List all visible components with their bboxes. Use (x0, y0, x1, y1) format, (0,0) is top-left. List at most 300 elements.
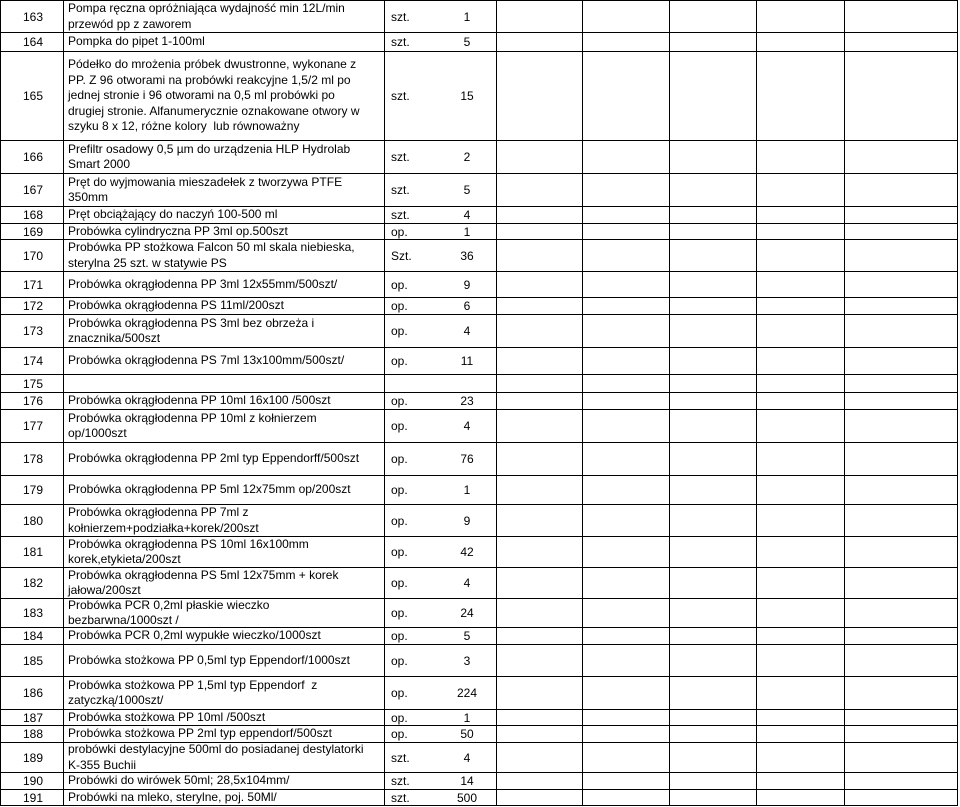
item-quantity: 76 (438, 443, 497, 475)
item-number: 163 (0, 1, 64, 32)
item-unit: szt. (391, 89, 410, 103)
empty-cell (583, 726, 670, 742)
item-quantity: 23 (438, 393, 497, 409)
item-description (64, 298, 385, 314)
empty-cell (583, 743, 670, 772)
empty-cell (757, 375, 845, 392)
item-unit: op. (391, 629, 408, 643)
item-number: 189 (0, 743, 64, 772)
item-quantity: 1 (438, 224, 497, 239)
item-description-line: K-355 Buchii (68, 757, 137, 772)
item-description-line: kołnierzem+podziałka+korek/200szt (68, 520, 259, 535)
item-description (64, 141, 385, 173)
item-description (64, 33, 385, 51)
empty-cell (583, 790, 670, 805)
empty-cell (757, 33, 845, 51)
empty-cell (757, 315, 845, 347)
item-description-line: Probówka stożkowa PP 2ml typ eppendorf/500szt (68, 726, 332, 741)
table-row (0, 0, 958, 33)
empty-cell (583, 443, 670, 475)
empty-cell (583, 568, 670, 598)
empty-cell (757, 537, 845, 567)
empty-cell (670, 790, 757, 805)
empty-cell (845, 348, 958, 374)
empty-cell (497, 298, 583, 314)
empty-cell (583, 141, 670, 173)
empty-cell (845, 240, 958, 271)
item-unit: op. (391, 686, 408, 700)
item-number: 176 (0, 393, 64, 409)
empty-cell (583, 298, 670, 314)
empty-cell (845, 726, 958, 742)
item-description-line: Probówka okrągłodenna PS 3ml bez obrzeża i (68, 315, 315, 330)
empty-cell (497, 628, 583, 644)
table-row (0, 272, 958, 298)
empty-cell (670, 375, 757, 392)
empty-cell (670, 224, 757, 239)
table-row (0, 568, 958, 599)
item-quantity: 4 (438, 743, 497, 772)
item-description-line: Probówki na mleko, sterylne, poj. 50Ml/ (68, 790, 277, 804)
item-number: 181 (0, 537, 64, 567)
item-description (64, 393, 385, 409)
empty-cell (757, 743, 845, 772)
item-number: 177 (0, 410, 64, 442)
item-unit: op. (391, 394, 408, 408)
table-row (0, 393, 958, 410)
empty-cell (583, 33, 670, 51)
item-description (64, 52, 385, 140)
item-number: 167 (0, 174, 64, 206)
item-number: 174 (0, 348, 64, 374)
empty-cell (583, 315, 670, 347)
empty-cell (670, 240, 757, 271)
item-description-line: zatyczką/1000szt/ (68, 693, 164, 707)
empty-cell (845, 677, 958, 709)
item-number: 179 (0, 476, 64, 504)
item-description-line: jednej stronie i 96 otworami na 0,5 ml probówki po (68, 88, 335, 103)
table-row (0, 476, 958, 505)
empty-cell (845, 645, 958, 676)
empty-cell (497, 240, 583, 271)
table-row (0, 677, 958, 710)
item-unit: szt. (391, 208, 410, 222)
item-unit: szt. (391, 150, 410, 164)
item-quantity: 1 (438, 476, 497, 504)
item-description (64, 645, 385, 676)
empty-cell (845, 773, 958, 789)
item-quantity: 6 (438, 298, 497, 314)
item-description (64, 568, 385, 598)
item-number: 178 (0, 443, 64, 475)
item-quantity: 4 (438, 568, 497, 598)
empty-cell (845, 52, 958, 140)
empty-cell (757, 174, 845, 206)
item-unit: op. (391, 606, 408, 620)
item-description-line: Probówka okrągłodenna PS 11ml/200szt (68, 298, 284, 313)
table-row (0, 348, 958, 375)
empty-cell (845, 743, 958, 772)
empty-cell (497, 272, 583, 297)
table-row (0, 315, 958, 348)
empty-cell (757, 726, 845, 742)
item-description-line: op/1000szt (68, 426, 127, 440)
empty-cell (845, 443, 958, 475)
empty-cell (583, 207, 670, 223)
empty-cell (670, 298, 757, 314)
item-unit: op. (391, 324, 408, 338)
item-description-line: Probówka stożkowa PP 0,5ml typ Eppendorf/1000szt (68, 652, 350, 667)
empty-cell (497, 645, 583, 676)
item-quantity: 4 (438, 207, 497, 223)
item-quantity: 4 (438, 315, 497, 347)
item-description-line: jałowa/200szt (68, 583, 141, 597)
empty-cell (757, 1, 845, 32)
empty-cell (497, 443, 583, 475)
table-row (0, 743, 958, 773)
item-unit: op. (391, 710, 408, 725)
empty-cell (670, 348, 757, 374)
item-unit: szt. (391, 774, 410, 788)
empty-cell (757, 443, 845, 475)
item-number: 191 (0, 790, 64, 805)
item-description-line: Pręt obciążający do naczyń 100-500 ml (68, 207, 278, 222)
empty-cell (845, 537, 958, 567)
empty-cell (670, 537, 757, 567)
item-quantity: 50 (438, 726, 497, 742)
item-description (64, 677, 385, 709)
item-description-line: Probówka cylindryczna PP 3ml op.500szt (68, 224, 288, 238)
item-quantity: 1 (438, 1, 497, 32)
item-number: 168 (0, 207, 64, 223)
item-description-line: Probówka PCR 0,2ml płaskie wieczko (68, 599, 270, 612)
empty-cell (845, 410, 958, 442)
empty-cell (497, 599, 583, 627)
item-description-line: Probówka okrągłodenna PP 7ml z (68, 505, 249, 519)
item-description (64, 505, 385, 536)
item-unit: op. (391, 653, 408, 668)
item-description-line: Prefiltr osadowy 0,5 µm do urządzenia HLP Hydrolab (68, 141, 351, 156)
empty-cell (757, 52, 845, 140)
item-number: 180 (0, 505, 64, 536)
empty-cell (845, 224, 958, 239)
item-unit: op. (391, 299, 408, 313)
item-quantity: 4 (438, 410, 497, 442)
empty-cell (583, 174, 670, 206)
empty-cell (757, 348, 845, 374)
table-row (0, 726, 958, 743)
item-description-line: 350mm (68, 190, 109, 204)
empty-cell (845, 33, 958, 51)
table-row (0, 645, 958, 677)
item-quantity: 14 (438, 773, 497, 789)
item-description-line: Probówka okrągłodenna PP 10ml 16x100 /500szt (68, 393, 331, 408)
empty-cell (670, 726, 757, 742)
empty-cell (583, 476, 670, 504)
empty-cell (757, 568, 845, 598)
empty-cell (583, 505, 670, 536)
empty-cell (757, 773, 845, 789)
empty-cell (757, 790, 845, 805)
item-description (64, 272, 385, 297)
item-unit: op. (391, 224, 408, 239)
empty-cell (497, 677, 583, 709)
item-description (64, 537, 385, 567)
item-description-line: Pompa ręczna opróżniająca wydajność min 12L/min (68, 1, 345, 15)
empty-cell (583, 240, 670, 271)
item-quantity: 9 (438, 272, 497, 297)
empty-cell (497, 726, 583, 742)
item-unit: op. (391, 419, 408, 433)
item-number: 169 (0, 224, 64, 239)
item-description (64, 315, 385, 347)
empty-cell (497, 174, 583, 206)
item-description-line: szyku 8 x 12, różne kolory lub równoważny (68, 119, 300, 134)
item-unit: szt. (391, 35, 410, 49)
empty-cell (497, 393, 583, 409)
item-description (64, 410, 385, 442)
item-number: 184 (0, 628, 64, 644)
empty-cell (670, 52, 757, 140)
empty-cell (670, 443, 757, 475)
empty-cell (845, 628, 958, 644)
empty-cell (583, 272, 670, 297)
item-description-line: przewód pp z zaworem (68, 16, 192, 31)
empty-cell (497, 224, 583, 239)
item-quantity: 9 (438, 505, 497, 536)
item-number: 185 (0, 645, 64, 676)
item-description-line: Pompka do pipet 1-100ml (68, 34, 205, 49)
empty-cell (583, 224, 670, 239)
empty-cell (583, 52, 670, 140)
table-row (0, 141, 958, 174)
empty-cell (845, 1, 958, 32)
table-row (0, 207, 958, 224)
item-description-line: Pódełko do mrożenia próbek dwustronne, wykonane z (68, 57, 357, 72)
empty-cell (757, 240, 845, 271)
empty-cell (497, 33, 583, 51)
empty-cell (845, 790, 958, 805)
item-number: 170 (0, 240, 64, 271)
item-description (64, 207, 385, 223)
empty-cell (670, 568, 757, 598)
item-quantity: 5 (438, 628, 497, 644)
item-unit: szt. (391, 790, 410, 805)
item-description (64, 375, 385, 392)
item-description-line: probówki destylacyjne 500ml do posiadanej destylatorki (68, 743, 364, 756)
empty-cell (497, 790, 583, 805)
empty-cell (670, 272, 757, 297)
empty-cell (583, 677, 670, 709)
table-row (0, 443, 958, 476)
table-row (0, 33, 958, 52)
empty-cell (845, 393, 958, 409)
item-description-line: Pręt do wyjmowania mieszadełek z tworzywa PTFE (68, 174, 343, 189)
item-description-line: Probówka okrągłodenna PP 3ml 12x55mm/500szt/ (68, 276, 338, 291)
item-description (64, 443, 385, 475)
empty-cell (670, 33, 757, 51)
table-row (0, 240, 958, 272)
empty-cell (670, 174, 757, 206)
empty-cell (670, 599, 757, 627)
empty-cell (670, 645, 757, 676)
empty-cell (670, 677, 757, 709)
item-description-line: znacznika/500szt (68, 331, 161, 345)
item-number: 166 (0, 141, 64, 173)
empty-cell (670, 410, 757, 442)
item-number: 164 (0, 33, 64, 51)
empty-cell (845, 476, 958, 504)
empty-cell (757, 410, 845, 442)
empty-cell (583, 645, 670, 676)
empty-cell (670, 315, 757, 347)
item-number: 188 (0, 726, 64, 742)
empty-cell (757, 628, 845, 644)
item-description-line: Probówka okrągłodenna PS 10ml 16x100mm (68, 537, 309, 551)
empty-cell (845, 141, 958, 173)
item-description-line: PP. Z 96 otworami na probówki reakcyjne 1,5/2 ml po (68, 72, 351, 87)
empty-cell (757, 677, 845, 709)
empty-cell (583, 710, 670, 725)
item-description (64, 773, 385, 789)
item-description (64, 240, 385, 271)
item-number: 190 (0, 773, 64, 789)
empty-cell (497, 505, 583, 536)
item-description (64, 743, 385, 772)
item-description-line: Probówka okrągłodenna PP 5ml 12x75mm op/200szt (68, 482, 351, 497)
item-quantity: 500 (438, 790, 497, 805)
empty-cell (845, 710, 958, 725)
item-description (64, 790, 385, 805)
empty-cell (497, 743, 583, 772)
empty-cell (845, 174, 958, 206)
empty-cell (497, 476, 583, 504)
empty-cell (583, 348, 670, 374)
empty-cell (497, 710, 583, 725)
table-row (0, 174, 958, 207)
item-description-line: drugiej stronie. Alfanumerycznie oznakowane otwory w (68, 103, 360, 118)
item-description-line: Smart 2000 (68, 157, 131, 171)
item-quantity: 224 (438, 677, 497, 709)
item-number: 183 (0, 599, 64, 627)
item-description (64, 348, 385, 374)
empty-cell (757, 224, 845, 239)
empty-cell (497, 141, 583, 173)
table-row (0, 52, 958, 141)
empty-cell (583, 599, 670, 627)
empty-cell (670, 476, 757, 504)
empty-cell (845, 298, 958, 314)
empty-cell (497, 410, 583, 442)
empty-cell (845, 272, 958, 297)
item-description-line: Probówka PCR 0,2ml wypukłe wieczko/1000szt (68, 628, 321, 643)
item-description (64, 628, 385, 644)
item-description (64, 1, 385, 32)
item-unit: Szt. (391, 248, 412, 263)
item-number: 171 (0, 272, 64, 297)
empty-cell (670, 710, 757, 725)
empty-cell (583, 537, 670, 567)
item-unit: op. (391, 513, 408, 528)
item-quantity: 5 (438, 174, 497, 206)
empty-cell (583, 393, 670, 409)
empty-cell (845, 599, 958, 627)
empty-cell (670, 743, 757, 772)
item-description (64, 710, 385, 725)
table-row (0, 790, 958, 806)
item-number: 172 (0, 298, 64, 314)
item-unit: op. (391, 354, 408, 368)
item-unit: op. (391, 277, 408, 292)
item-quantity: 15 (438, 52, 497, 140)
table-row (0, 224, 958, 240)
empty-cell (497, 52, 583, 140)
empty-cell (757, 141, 845, 173)
item-unit: op. (391, 727, 408, 741)
table-row (0, 710, 958, 726)
item-unit: szt. (391, 183, 410, 197)
empty-cell (757, 505, 845, 536)
table-row (0, 599, 958, 628)
empty-cell (497, 375, 583, 392)
table-row (0, 298, 958, 315)
item-description (64, 599, 385, 627)
empty-cell (670, 141, 757, 173)
empty-cell (670, 207, 757, 223)
item-number: 182 (0, 568, 64, 598)
empty-cell (757, 207, 845, 223)
empty-cell (583, 773, 670, 789)
item-description-line: sterylna 25 szt. w statywie PS (68, 255, 227, 270)
empty-cell (497, 315, 583, 347)
empty-cell (757, 272, 845, 297)
item-quantity (438, 375, 497, 392)
empty-cell (583, 1, 670, 32)
empty-cell (497, 568, 583, 598)
item-description (64, 726, 385, 742)
item-description-line: bezbarwna/1000szt / (68, 613, 179, 627)
empty-cell (670, 505, 757, 536)
item-quantity: 3 (438, 645, 497, 676)
item-description-line: Probówka stożkowa PP 1,5ml typ Eppendorf z (68, 677, 318, 692)
item-quantity: 42 (438, 537, 497, 567)
table-row (0, 410, 958, 443)
empty-cell (845, 505, 958, 536)
item-description (64, 174, 385, 206)
empty-cell (757, 298, 845, 314)
empty-cell (670, 628, 757, 644)
item-description-line: Probówka stożkowa PP 10ml /500szt (68, 710, 266, 724)
item-number: 175 (0, 375, 64, 392)
empty-cell (757, 393, 845, 409)
empty-cell (583, 375, 670, 392)
table-row (0, 773, 958, 790)
item-unit: szt. (391, 9, 410, 24)
empty-cell (670, 773, 757, 789)
empty-cell (845, 375, 958, 392)
item-number: 187 (0, 710, 64, 725)
empty-cell (845, 315, 958, 347)
empty-cell (583, 628, 670, 644)
item-description (64, 224, 385, 239)
empty-cell (583, 410, 670, 442)
item-quantity: 24 (438, 599, 497, 627)
item-quantity: 11 (438, 348, 497, 374)
item-quantity: 2 (438, 141, 497, 173)
item-unit (385, 375, 438, 392)
item-quantity: 1 (438, 710, 497, 725)
item-quantity: 5 (438, 33, 497, 51)
